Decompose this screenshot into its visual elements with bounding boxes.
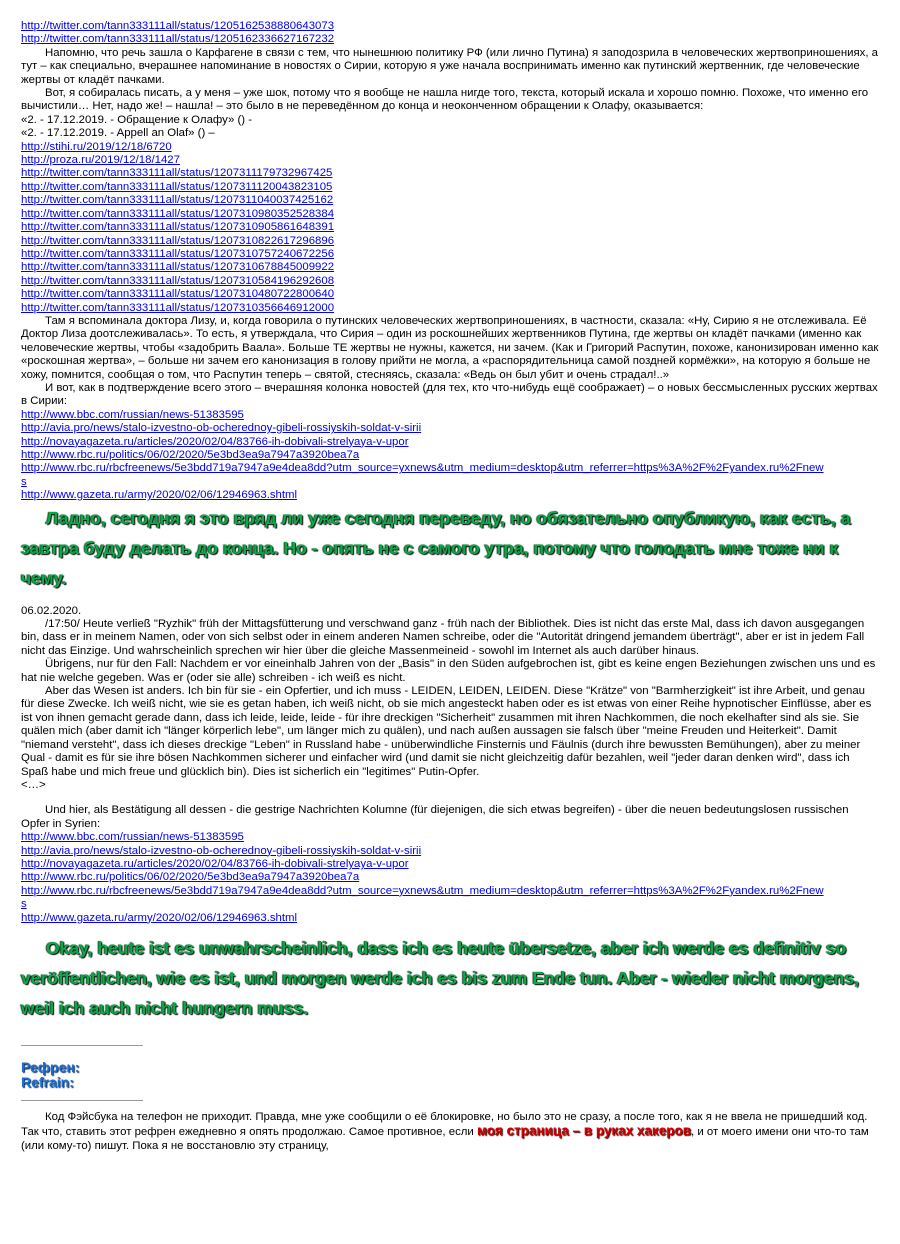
link-item[interactable]: http://www.rbc.ru/rbcfreenews/5e3bdd719a7947a9e4dea8dd?utm_source=yxnews&utm_medium=desktop&utm_referrer=https%3A%2F%2Fyandex.ru%2Fnew [21,884,824,897]
refrain-title-de: Refrain: [21,1073,74,1090]
paragraph: Напомню, что речь зашла о Карфагене в связи с тем, что нынешнюю политику РФ (или лично Путина) я заподозрила в человеческих жертвоприношениях, а тут – как специально, вчерашнее напоминание в новостях о Сирии, которую я уже начала воспринимать именно как путинский жертвенник, где человеческие жертвы от кладёт пачками. [21,46,878,86]
highlight-de: Okay, heute ist es unwahrscheinlich, dass ich es heute übersetze, aber ich werde es definitiv so veröffentlichen, wie es ist, und morgen werde ich es bis zum Ende tun. Aber - wieder nicht morgens, weil ich auch nicht hungern muss. [21,937,860,1018]
refrain-title-ru: Рефрен: [21,1058,80,1075]
link-item[interactable]: http://twitter.com/tann333111all/status/1207310822617296896 [21,234,335,247]
links-mid [21,141,879,315]
link-item[interactable]: http://twitter.com/tann333111all/status/1205162538880643073 [21,20,335,32]
link-item[interactable]: s [21,475,27,488]
link-item[interactable]: http://www.rbc.ru/politics/06/02/2020/5e3bd3ea9a7947a3920bea7a [21,871,360,884]
quote-line-de: «2. - 17.12.2019. - Appell an Olaf» () – [21,127,215,140]
paragraph: И вот, как в подтверждение всего этого – вчерашняя колонка новостей (для тех, кто что-нибудь ещё соображает) – о новых бессмысленных русских жертвах в Сирии: [21,381,878,408]
link-item[interactable]: http://proza.ru/2019/12/18/1427 [21,154,180,167]
link-item[interactable]: s [21,898,27,911]
refrain-paragraph [21,1111,879,1153]
link-item[interactable]: http://twitter.com/tann333111all/status/1207310757240672256 [21,247,335,260]
refrain-highlight: моя страница – в руках хакеров [476,1123,691,1139]
paragraph: Там я вспоминала доктора Лизу, и, когда говорила о путинских человеческих жертвоприношениях, в частности, сказала: «Ну, Сирию я не отслеживала. Её Доктор Лиза доотслеживалась». То есть, я утверждала, что Сирия – один из роскошнейших жертвенников Путина, где жертвы он кладёт пачками (именно как человеческие жертвы, чтобы «задобрить Ваала». Больше ТЕ жертвы не нужны, кажется, ни зачем. (Как и Григорий Распутин, похоже, канонизирован именно как «роскошная жертва», – больше ни зачем его канонизация в голову прийти не могла, а «распорядительница самой поздней кормёжки», на которую я больше не хожу, помнится, сообщая о том, что Распутин теперь – святой, стесняясь, сказала: «Ведь он был убит и очень страдал!..» [21,314,879,381]
news-links-ru [21,409,879,503]
link-item[interactable]: http://www.rbc.ru/rbcfreenews/5e3bdd719a7947a9e4dea8dd?utm_source=yxnews&utm_medium=desktop&utm_referrer=https%3A%2F%2Fyandex.ru%2Fnew [21,462,824,475]
news-links-de [21,831,879,925]
link-item[interactable]: http://twitter.com/tann333111all/status/1207310980352528384 [21,207,335,220]
quote-line-ru: «2. - 17.12.2019. - Обращение к Олафу» () - [21,113,253,126]
date: 06.02.2020. [21,604,82,617]
link-item[interactable]: http://twitter.com/tann333111all/status/1207311040037425162 [21,194,334,207]
link-item[interactable]: http://www.bbc.com/russian/news-51383595 [21,831,244,844]
link-item[interactable]: http://twitter.com/tann333111all/status/1207311179732967425 [21,167,333,180]
paragraph: /17:50/ Heute verließ "Ryzhik" früh der Mittagsfütterung und verschwand ganz - früh nach der Bibliothek. Dies ist nicht das erste Mal, dass ich davon ausgegangen bin, dass er in meinem Namen, oder von sich selbst oder in einem anderen Namen schreibe, oder die "Autorität dringend jemandem überträgt", aber er ist in jedem Fall nicht das Einzige. Und wahrscheinlich sprechen wir hier über die gleiche Massenmeineid - sowohl im Internet als auch darüber hinaus. [21,618,865,657]
link-item[interactable]: http://twitter.com/tann333111all/status/1207310480722800640 [21,288,335,301]
link-item[interactable]: http://avia.pro/news/stalo-izvestno-ob-ocherednoy-gibeli-rossiyskih-soldat-v-sirii [21,844,422,857]
link-item[interactable]: http://twitter.com/tann333111all/status/1205162336627167232 [21,33,335,46]
link-item[interactable]: http://www.gazeta.ru/army/2020/02/06/12946963.shtml [21,911,298,924]
ellipsis: <…> [21,778,46,791]
paragraph: Übrigens, nur für den Fall: Nachdem er vor eineinhalb Jahren von der „Basis" in den Süden aufgebrochen ist, gibt es keine engen Beziehungen zwischen uns und es hat nie welche gegeben. Was er (oder sie alle) schreiben - ich weiß es nicht. [21,658,876,684]
paragraph: Aber das Wesen ist anders. Ich bin für sie - ein Opfertier, und ich muss - LEIDEN, LEIDEN, LEIDEN. Diese "Krätze" von "Barmherzigkeit" ist ihre Arbeit, und genau für diese Zwecke. Ich weiß nicht, wie sie es getan haben, ich weiß nicht, ob sie mich angesteckt haben oder es ist etwas von einer Reihe hypnotischer Einflüsse, aber es ist von ihnen gemacht gerade dann, dass ich leide, leide, leide - für ihre dreckigen "Sicherheit" zusammen mit ihren Nachkommen, die noch ekelhafter sind als sie. Sie quälen mich (aber damit ich "länger körperlich lebe", um länger mich zu quälen), und nach außen aussagen sie falsch über "meine Freuden und Heiterkeit". Damit "niemand versteht", dass ich dieses dreckige "Leben" in Russland habe - unüberwindliche Finsternis und Fäulnis (durch ihre bewussten Bemühungen), aber zu meiner Qual - damit es für sie ihre bösen Nachkommen sicherer und einfacher wird (und damit sie nicht gleichzeitig dafür bezahlen, weil "jeder daran denken wird", dass ich Spaß habe und mich freue und glücklich bin). Dies ist sicherlich ein "legitimes" Putin-Opfer. [21,685,872,778]
link-item[interactable]: http://avia.pro/news/stalo-izvestno-ob-ocherednoy-gibeli-rossiyskih-soldat-v-sirii [21,422,422,435]
link-item[interactable]: http://twitter.com/tann333111all/status/1207310356646912000 [21,301,335,314]
link-item[interactable]: http://twitter.com/tann333111all/status/1207310584196292608 [21,274,335,287]
link-item[interactable]: http://www.rbc.ru/politics/06/02/2020/5e3bd3ea9a7947a3920bea7a [21,449,360,461]
link-item[interactable]: http://twitter.com/tann333111all/status/1207311120043823105 [21,180,333,193]
highlight-ru: Ладно, сегодня я это вряд ли уже сегодня переведу, но обязательно опубликую, как есть, а завтра буду делать до конца. Но - опять не с самого утра, потому что голодать мне тоже ни к чему. [21,507,851,588]
link-item[interactable]: http://novayagazeta.ru/articles/2020/02/04/83766-ih-dobivali-strelyaya-v-upor [21,435,409,448]
refrain-text: Код Фэйсбука на телефон не приходит. Правда, мне уже сообщили о её блокировке, но было это не сразу, а после того, как я не ввела не пришедший код. Так что, ставить этот рефрен ежедневно я опять продолжаю. Самое противное, если [21,1110,868,1139]
links-top [21,20,879,47]
paragraph: Вот, я собиралась писать, а у меня – уже шок, потому что я вообще не нашла нигде того, текста, который искала и хорошо помню. Похоже, что именно его вычистили… Нет, надо же! – нашла! – это было в не переведённом до конца и неоконченном обращении к Олафу, оказывается: [21,87,869,113]
link-item[interactable]: http://twitter.com/tann333111all/status/1207310678845009922 [21,261,335,274]
link-item[interactable]: http://www.bbc.com/russian/news-51383595 [21,408,244,421]
link-item[interactable]: http://twitter.com/tann333111all/status/1207310905861648391 [21,221,335,234]
document [21,20,879,1153]
refrain-text: , и от моего имени они что-то там (или кому-то) пишут. Пока я не восстановлю эту страницу, [21,1126,869,1152]
link-item[interactable]: http://novayagazeta.ru/articles/2020/02/04/83766-ih-dobivali-strelyaya-v-upor [21,857,409,870]
link-item[interactable]: http://stihi.ru/2019/12/18/6720 [21,140,172,153]
link-item[interactable]: http://www.gazeta.ru/army/2020/02/06/12946963.shtml [21,489,298,502]
paragraph: Und hier, als Bestätigung all dessen - die gestrige Nachrichten Kolumne (für diejenigen, die sich etwas begreifen) - über die neuen bedeutungslosen russischen Opfer in Syrien: [21,804,849,830]
